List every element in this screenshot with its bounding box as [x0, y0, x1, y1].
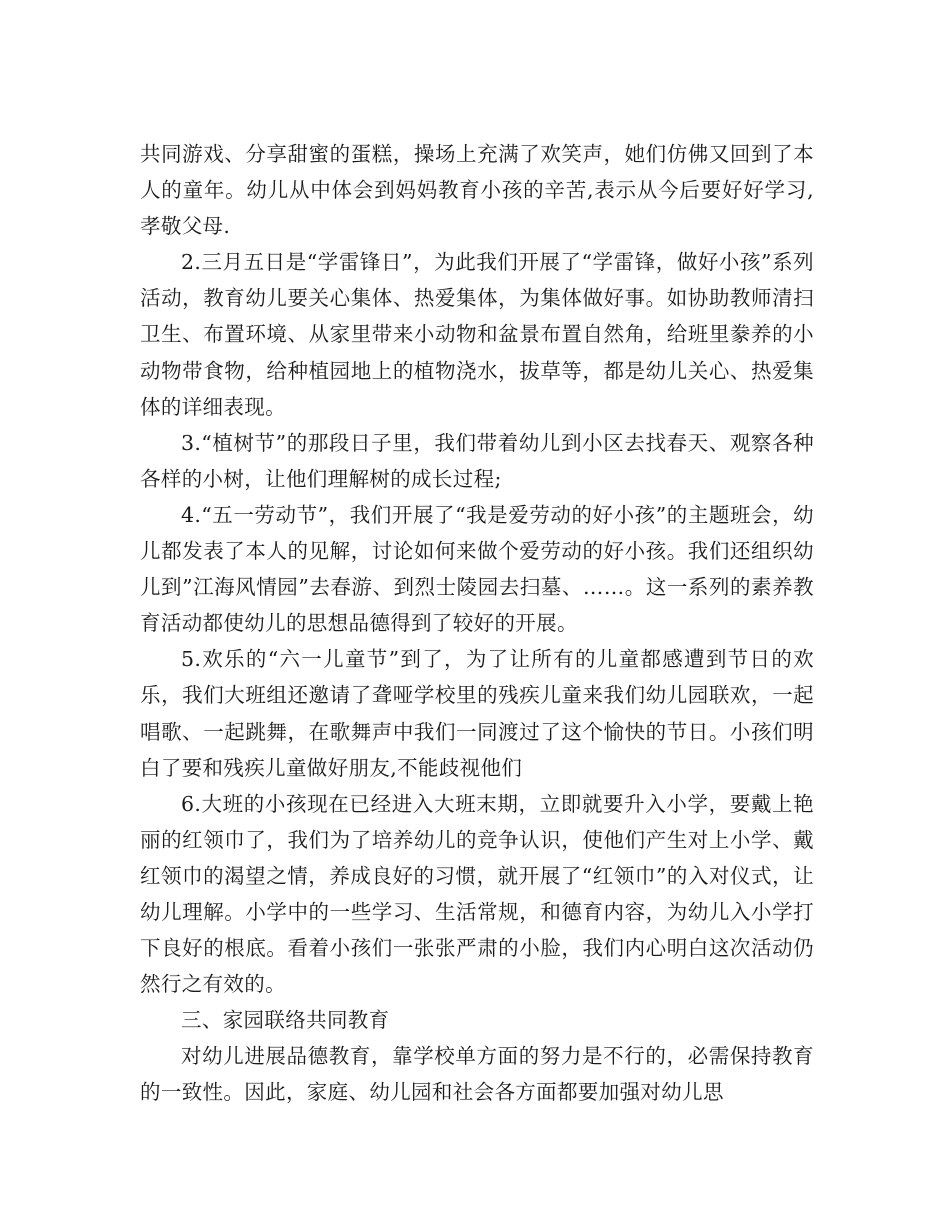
paragraph-3: 3.“植树节”的那段日子里，我们带着幼儿到小区去找春天、观察各种各样的小树，让他们理解树的成长过程; — [140, 430, 814, 491]
document-body — [140, 136, 814, 1111]
paragraph-7: 对幼儿进展品德教育，靠学校单方面的努力是不行的，必需保持教育的一致性。因此，家庭、幼儿园和社会各方面都要加强对幼儿思 — [140, 1044, 814, 1105]
paragraph-1: 共同游戏、分享甜蜜的蛋糕，操场上充满了欢笑声，她们仿佛又回到了本人的童年。幼儿从中体会到妈妈教育小孩的辛苦,表示从今后要好好学习,孝敬父母. — [140, 142, 814, 239]
paragraph-5: 5.欢乐的“六一儿童节”到了，为了让所有的儿童都感遭到节日的欢乐，我们大班组还邀请了聋哑学校里的残疾儿童来我们幼儿园联欢，一起唱歌、一起跳舞，在歌舞声中我们一同渡过了这个愉快的节日。小孩们明白了要和残疾儿童做好朋友,不能歧视他们 — [140, 647, 814, 780]
paragraph-4: 4.“五一劳动节”，我们开展了“我是爱劳动的好小孩”的主题班会，幼儿都发表了本人的见解，讨论如何来做个爱劳动的好小孩。我们还组织幼儿到”江海风情园”去春游、到烈士陵园去扫墓、……。这一系列的素养教育活动都使幼儿的思想品德得到了较好的开展。 — [140, 502, 814, 636]
section-heading: 三、家园联络共同教育 — [181, 1008, 390, 1033]
paragraph-6: 6.大班的小孩现在已经进入大班末期，立即就要升入小学，要戴上艳丽的红领巾了，我们为了培养幼儿的竞争认识，使他们产生对上小学、戴红领巾的渴望之情，养成良好的习惯，就开展了“红领巾”的入对仪式，让幼儿理解。小学中的一些学习、生活常规，和德育内容，为幼儿入小学打下良好的根底。看着小孩们一张张严肃的小脸，我们内心明白这次活动仍然行之有效的。 — [140, 791, 814, 997]
paragraph-2: 2.三月五日是“学雷锋日”，为此我们开展了“学雷锋，做好小孩”系列活动，教育幼儿要关心集体、热爱集体，为集体做好事。如协助教师清扫卫生、布置环境、从家里带来小动物和盆景布置自然角，给班里豢养的小动物带食物，给种植园地上的植物浇水，拔草等，都是幼儿关心、热爱集体的详细表现。 — [140, 250, 814, 419]
